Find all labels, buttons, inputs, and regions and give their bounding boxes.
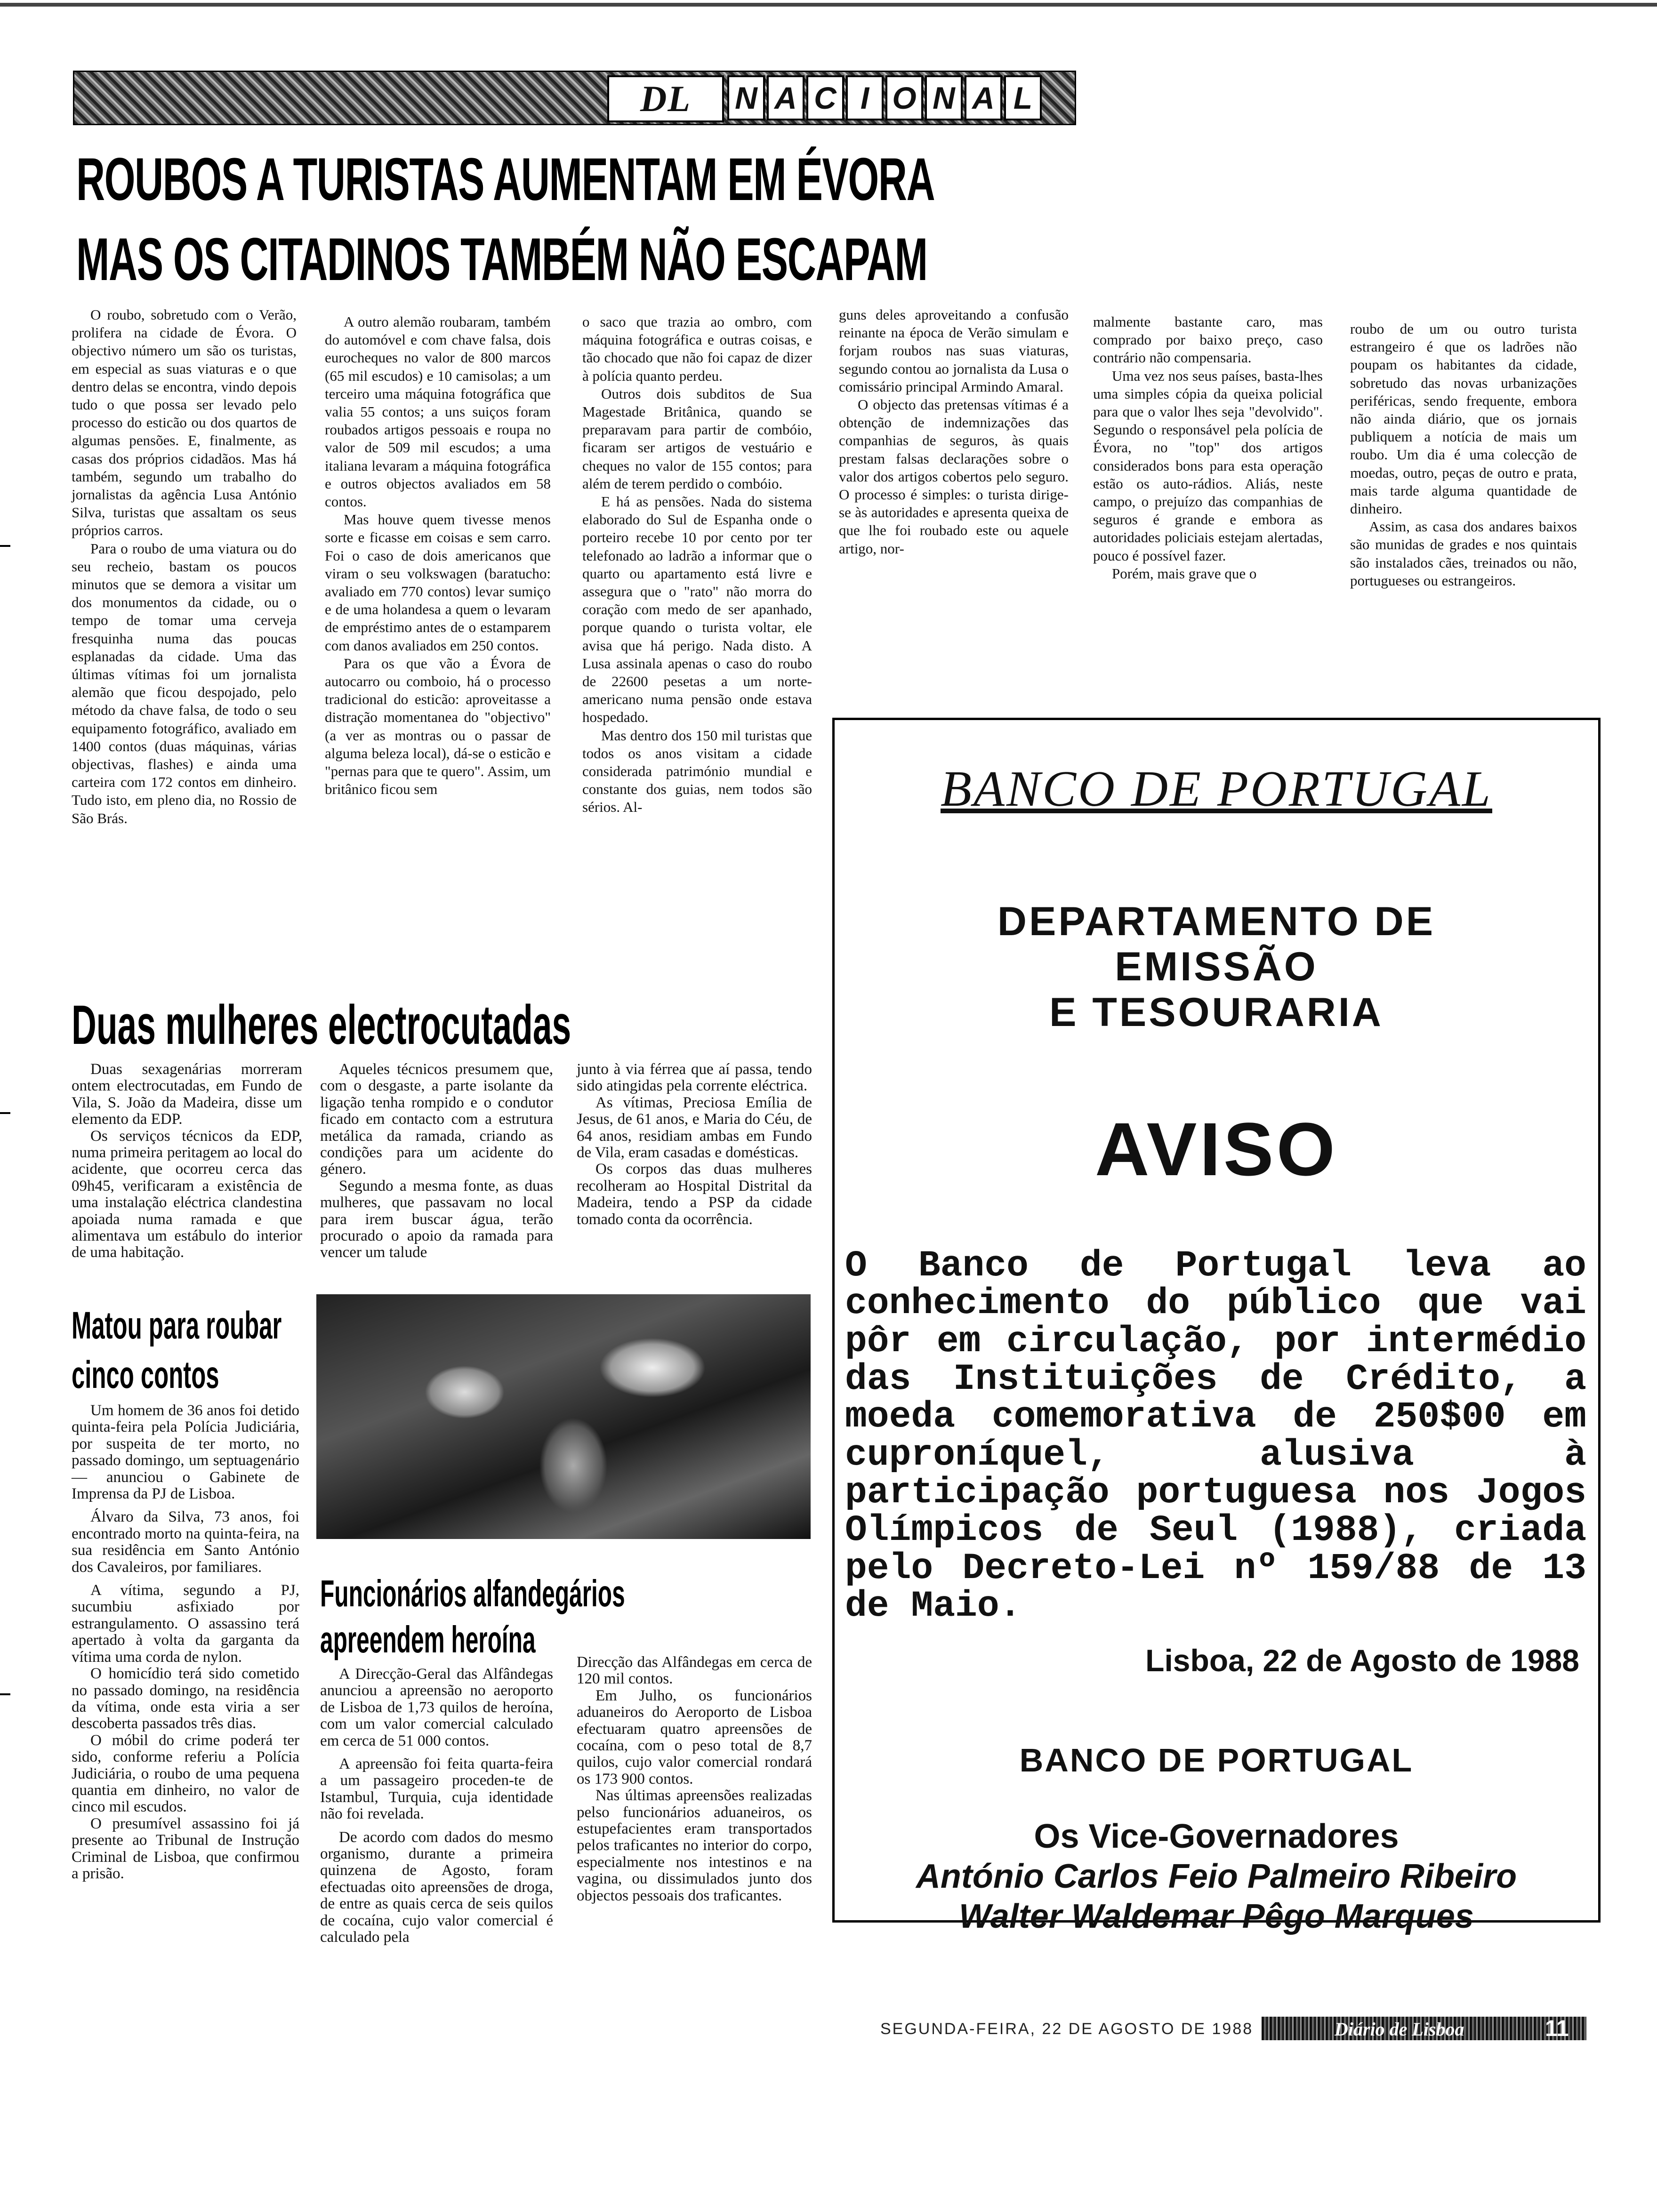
murder-headline-line2: cinco contos: [72, 1354, 219, 1396]
page-number: 11: [1545, 2016, 1569, 2041]
main-story-column-3: [582, 313, 812, 817]
main-headline-line1: ROUBOS A TURISTAS AUMENTAM EM ÉVORA: [76, 146, 935, 213]
paragraph: Um homem de 36 anos foi detido quinta-feira pela Polícia Judiciária, por suspeita de ter morto, no passado domingo, um septuagenário — anunciou o Gabinete de Imprensa da PJ de Lisboa.: [72, 1402, 299, 1503]
paragraph: O móbil do crime poderá ter sido, conforme referiu a Polícia Judiciária, o roubo de uma pequena quantia em dinheiro, no valor de cinco mil escudos.: [72, 1731, 299, 1816]
ad-signatory: Walter Waldemar Pêgo Marques: [959, 1897, 1474, 1935]
paragraph: Álvaro da Silva, 73 anos, foi encontrado morto na quinta-feira, na sua residência em Santo António dos Cavaleiros, por familiares.: [72, 1508, 299, 1576]
paragraph: Porém, mais grave que o: [1112, 565, 1257, 582]
section-letter: A: [767, 75, 804, 120]
section-letter: I: [846, 75, 884, 120]
electrocuted-column-2: [320, 1061, 553, 1261]
paragraph: De acordo com dados do mesmo organismo, durante a primeira quinzena de Agosto, foram efectuadas oito apreensões de droga, de entre as quais cerca de seis quilos de cocaína, cujo valor comercial é calculado pela: [320, 1828, 553, 1946]
paragraph: Em Julho, os funcionários aduaneiros do Aeroporto de Lisboa efectuaram quatro apreensões de cocaína, com o peso total de 8,7 quilos, cujo valor comercial rondará os 173 900 contos.: [577, 1687, 812, 1787]
paragraph: Uma vez nos seus países, basta-lhes uma simples cópia da queixa policial para que o valor lhes seja "devolvido". Segundo o responsável pela polícia de Évora, no "top" dos artigos considerados bons para esta operação estão os auto-rádios. Aliás, neste campo, o prejuízo das companhias de seguros é grande e embora as autoridades policiais estejam alertadas, pouco é possível fazer.: [1093, 367, 1323, 564]
paragraph: A apreensão foi feita quarta-feira a um passageiro proceden-te de Istambul, Turquia, cuja identidade não foi revelada.: [320, 1755, 553, 1823]
electrocuted-column-1: [72, 1061, 302, 1261]
paragraph: Direcção das Alfândegas em cerca de 120 mil contos.: [577, 1654, 812, 1688]
ad-signatory: António Carlos Feio Palmeiro Ribeiro: [916, 1857, 1517, 1895]
paragraph: O roubo, sobretudo com o Verão, prolifera na cidade de Évora. O objectivo número um são os turistas, em especial as suas viaturas e o que dentro delas se encontra, vindo depois tudo o que possa ser levado pelo processo do esticão ou dos quartos de algumas pensões. E, finalmente, as casas dos próprios cidadãos. Mas há também, segundo um trabalho do jornalistas da agência Lusa António Silva, turistas que assaltam os seus próprios carros.: [72, 306, 297, 539]
main-story-column-1: [72, 306, 297, 827]
paragraph: Outros dois subditos de Sua Magestade Britânica, quando se preparavam para partir de combóio, ficaram ser artigos de vestuário e cheques no valor de 155 contos; para além de terem perdido o combóio.: [582, 385, 812, 492]
ad-date: Lisboa, 22 de Agosto de 1988: [1145, 1643, 1579, 1678]
ad-title: BANCO DE PORTUGAL: [941, 761, 1492, 817]
paragraph: malmente bastante caro, mas comprado por baixo preço, caso contrário não compensaria.: [1093, 313, 1323, 366]
main-story-column-2: [325, 313, 551, 798]
footer-masthead: Diário de Lisboa: [1335, 2019, 1464, 2040]
paragraph: Os corpos das duas mulheres recolheram ao Hospital Distrital da Madeira, tendo a PSP da cidade tomado conta da ocorrência.: [577, 1161, 812, 1228]
section-logo: DL: [607, 75, 724, 122]
section-letter: O: [885, 75, 923, 120]
paragraph: Mas dentro dos 150 mil turistas que todos os anos visitam a cidade considerada património mundial e constante dos guias, nem todos são sérios. Al-: [582, 727, 812, 816]
ad-department: [835, 899, 1598, 1035]
electrocuted-headline: Duas mulheres electrocutadas: [72, 994, 571, 1056]
ad-signatories-title: Os Vice-Governadores: [1034, 1818, 1399, 1855]
paragraph: Aqueles técnicos presumem que, com o desgaste, a parte isolante da ligação tenha rompido e o condutor ficado em contacto com a estrutura metálica da ramada, criando as condições para um acidente do género.: [320, 1061, 553, 1178]
section-letter: A: [965, 75, 1002, 120]
murder-headline-line1: Matou para roubar: [72, 1304, 282, 1347]
paragraph: o saco que trazia ao ombro, com máquina fotográfica e outras coisas, e tão chocado que não foi capaz de dizer à polícia quanto perdeu.: [582, 313, 812, 384]
paragraph: roubo de um ou outro turista estrangeiro é que os ladrões não poupam os habitantes da cidade, sobretudo das novas urbanizações periféricas, sendo frequente, embora não ainda diário, que os jornais publiquem a notícia de mais um roubo. Um dia é uma colecção de moedas, outro, peças de outro e prata, mais tarde alguma quantidade de dinheiro.: [1350, 321, 1577, 517]
murder-story-column: [72, 1403, 299, 1882]
ad-bank-name: BANCO DE PORTUGAL: [1019, 1742, 1414, 1779]
news-photo: [316, 1294, 811, 1539]
ad-department-line: EMISSÃO: [1115, 944, 1318, 990]
section-letter: C: [806, 75, 844, 120]
margin-tick: [0, 545, 10, 547]
customs-headline-line2: apreendem heroína: [320, 1619, 536, 1660]
footer-date: SEGUNDA-FEIRA, 22 DE AGOSTO DE 1988: [880, 2020, 1254, 2038]
section-letter: N: [727, 75, 765, 120]
paragraph: Os serviços técnicos da EDP, numa primeira peritagem ao local do acidente, que ocorreu cerca das 09h45, verificaram a existência de uma instalação eléctrica clandestina apoiada numa ramada e que alimentava um estábulo do interior de uma habitação.: [72, 1127, 302, 1261]
paragraph: O presumível assassino foi já presente ao Tribunal de Instrução Criminal de Lisboa, que confirmou a prisão.: [72, 1815, 299, 1882]
section-title-nacional: [727, 75, 1044, 119]
main-headline-line2: MAS OS CITADINOS TAMBÉM NÃO ESCAPAM: [76, 226, 927, 293]
ad-notice-heading: AVISO: [1094, 1107, 1338, 1191]
paragraph: Assim, as casa dos andares baixos são munidas de grades e nos quintais são instalados cães, treinados ou não, portugueses ou estrangeiros.: [1350, 518, 1577, 589]
ad-signatures: [835, 1817, 1598, 1937]
paragraph: A Direcção-Geral das Alfândegas anunciou a apreensão no aeroporto de Lisboa de 1,73 quilos de heroína, com um valor comercial calculado em cerca de 51 000 contos.: [320, 1666, 553, 1749]
paragraph: junto à via férrea que aí passa, tendo sido atingidas pela corrente eléctrica.: [577, 1061, 812, 1095]
customs-column-2: [577, 1654, 812, 1904]
margin-tick: [0, 1112, 10, 1114]
paragraph: O homicídio terá sido cometido no passado domingo, na residência da vítima, onde esta viria a ser descoberta passados três dias.: [72, 1665, 299, 1732]
bank-notice-ad: [832, 718, 1601, 1935]
paragraph: O objecto das pretensas vítimas é a obtenção de indemnizações das companhias de seguros, às quais prestam falsas declarações sobre o valor dos artigos cobertos pelo seguro. O processo é simples: o turista dirige-se às autoridades e apresenta queixa de que lhe foi roubado este ou aquele artigo, nor-: [839, 396, 1069, 557]
paragraph: Mas houve quem tivesse menos sorte e ficasse em coisas e sem carro. Foi o caso de dois americanos que viram o seu volkswagen (baratucho: avaliado em 770 contos) levar sumiço e de uma holandesa a quem o levaram de empréstimo antes de o estamparem com danos avaliados em 250 contos.: [325, 511, 551, 654]
section-letter: L: [1004, 75, 1042, 120]
ad-department-line: DEPARTAMENTO DE: [997, 899, 1436, 944]
paragraph: A vítima, segundo a PJ, sucumbiu asfixiado por estrangulamento. O assassino terá apertado à volta da garganta da vítima uma corda de nylon.: [72, 1582, 299, 1666]
margin-tick: [0, 1693, 10, 1695]
paragraph: As vítimas, Preciosa Emília de Jesus, de 61 anos, e Maria do Céu, de 64 anos, residiam ambas em Fundo de Vila, eram casadas e domésticas.: [577, 1094, 812, 1162]
top-rule: [0, 3, 1657, 7]
customs-column-1: [320, 1666, 553, 1946]
paragraph: E há as pensões. Nada do sistema elaborado do Sul de Espanha onde o porteiro recebe 10 por cento por ter telefonado ao ladrão a informar que o quarto ou apartamento está livre e assegura que o "rato" não morra do coração com medo de ser apanhado, porque quando o turista voltar, ele avisa que há perigo. Nada disto. A Lusa assinala apenas o caso do roubo de 22600 pesetas a um norte-americano numa pensão onde estava hospedado.: [582, 493, 812, 726]
paragraph: Para os que vão a Évora de autocarro ou comboio, há o processo tradicional do esticão: aproveitasse a distração momentanea do "objectivo" (a ver as montras ou o passar de alguma beleza local), dá-se o esticão e "pernas para que te quero". Assim, um britânico ficou sem: [325, 655, 551, 798]
ad-body-text: O Banco de Portugal leva ao conhecimento do público que vai pôr em circulação, por intermédio das Instituições de Crédito, a moeda comemorativa de 250$00 em cuproníquel, alusiva à participação portuguesa nos Jogos Olímpicos de Seul (1988), criada pelo Decreto-Lei nº 159/88 de 13 de Maio.: [845, 1245, 1586, 1627]
paragraph: A outro alemão roubaram, também do automóvel e com chave falsa, dois eurocheques no valor de 800 marcos (65 mil escudos) e 10 camisolas; a um terceiro uma máquina fotográfica que valia 55 contos; a uns suiços foram roubados artigos pessoais e roupa no valor de 509 mil escudos; a uma italiana levaram a máquina fotográfica e outros objectos avaliados em 58 contos.: [325, 313, 551, 510]
paragraph: Duas sexagenárias morreram ontem electrocutadas, em Fundo de Vila, S. João da Madeira, disse um elemento da EDP.: [72, 1061, 302, 1128]
section-letter: N: [925, 75, 963, 120]
main-story-column-4: [839, 306, 1069, 558]
paragraph: guns deles aproveitando a confusão reinante na época de Verão simulam e forjam roubos nas suas viaturas, segundo contou ao jornalista da Lusa o comissário principal Armindo Amaral.: [839, 306, 1069, 395]
main-story-column-5: [1093, 313, 1323, 583]
customs-headline-line1: Funcionários alfandegários: [320, 1572, 625, 1614]
paragraph: Nas últimas apreensões realizadas pelso funcionários aduaneiros, os estupefacientes eram transportados pelos traficantes no interior do corpo, especialmente nos intestinos e na vagina, ou dissimulados junto dos objectos pessoais dos traficantes.: [577, 1787, 812, 1904]
paragraph: Para o roubo de uma viatura ou do seu recheio, bastam os poucos minutos que se demora a visitar um dos monumentos da cidade, ou o tempo de tomar uma cerveja fresquinha numa das poucas esplanadas da cidade. Uma das últimas vítimas foi um jornalista alemão que ficou despojado, pelo método da chave falsa, de todo o seu equipamento fotográfico, avaliado em 1400 contos (duas máquinas, várias objectivas, flashes) e ainda uma carteira com 172 contos em dinheiro. Tudo isto, em pleno dia, no Rossio de São Brás.: [72, 540, 297, 826]
paragraph: Segundo a mesma fonte, as duas mulheres, que passavam no local para irem buscar água, terão procurado o apoio da ramada para vencer um talude: [320, 1177, 553, 1261]
ad-department-line: E TESOURARIA: [1049, 989, 1384, 1035]
main-story-column-6: [1350, 320, 1577, 590]
electrocuted-column-3: [577, 1061, 812, 1228]
